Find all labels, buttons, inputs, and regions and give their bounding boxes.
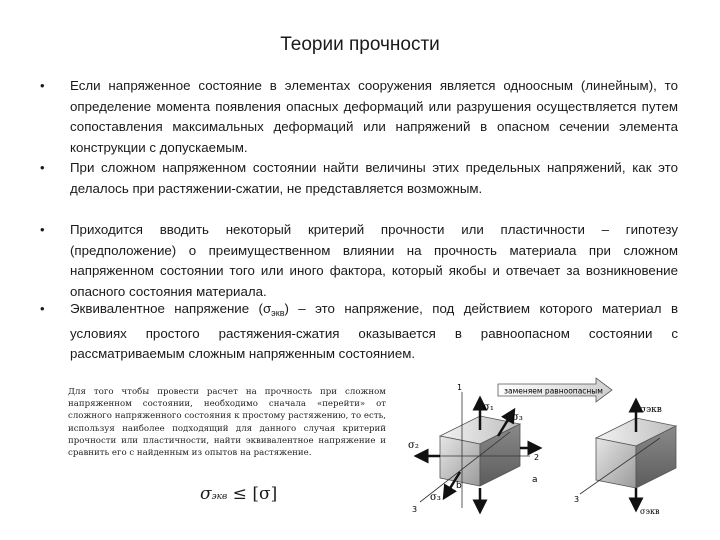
bullet-text-start: Эквивалентное напряжение (σ [70,301,272,316]
bullet-dot: • [40,78,45,93]
bullet-text: Если напряженное состояние в элементах сооружения является одноосным (линейным), то определение момента появления опасных деформаций или разрушения осуществляется путем сопоставления максимальных деформаций или напряжений в опасном сечении элемента конструкции с допускаемым. [70,78,678,155]
subscript-ekv: экв [271,308,285,318]
replace-arrow [498,378,612,402]
stress-state-figure [400,376,700,516]
bullet-text: При сложном напряженном состоянии найти величины этих предельных напряжений, как это делалось при растяжении-сжатии, не представляется возможным. [70,160,678,196]
formula-operator: ≤ [232,484,247,504]
formula-rhs: [σ] [252,484,278,504]
axis1-label: 1 [457,383,463,392]
strength-condition-formula [200,484,277,504]
formula-sigma: σ [200,484,212,504]
formula-subscript: экв [211,492,228,502]
sigma-eq-label-bottom: σэкв [640,507,660,516]
sigma3-label-top: σ₃ [512,412,523,423]
slide-title: Теории прочности [280,34,440,55]
replace-arrow-label: заменяем равноопасным [504,386,603,396]
axis3-label: 3 [412,505,418,514]
sigma-eq-label: σэкв [640,405,662,415]
bullet-text-end: ) – это напряжение, под действием которого материал в условиях простого растяжения-сжатия оказывается в равноопасном состоянии с рассматриваемым сложным напряженным состоянием. [70,301,679,362]
b-label: b [456,481,462,491]
a-label: a [532,475,538,485]
bullet-dot: • [40,301,45,316]
calculation-note: Для того чтобы провести расчет на прочность при сложном напряженном состоянии, необходимо сначала «перейти» от сложного напряженного состояния к простому растяжению, то есть, используя наиболее подходящий для данного случая критерий прочности или пластичности, найти эквивалентное напряжение и сравнить его с найденным из опытов на растяжение. [68,387,386,459]
bullet-item [40,76,678,158]
axis2-label: 2 [534,453,540,462]
bullet-text: Приходится вводить некоторый критерий прочности или пластичности – гипотезу (предположение) о преимущественном влиянии на прочность материала при сложном напряженном состоянии того или иного фактора, который якобы и отвечает за возникновение опасного состояния материала. [70,222,678,299]
bullet-item [40,158,678,199]
sigma1-label: σ₁ [483,402,494,413]
bullet-dot: • [40,160,45,175]
axis3-label-right: 3 [574,495,580,504]
bullet-item [40,220,678,302]
sigma2-label: σ₂ [408,440,419,451]
bullet-item [40,299,679,365]
bullet-dot: • [40,222,45,237]
sigma3-label: σ₃ [430,492,441,503]
